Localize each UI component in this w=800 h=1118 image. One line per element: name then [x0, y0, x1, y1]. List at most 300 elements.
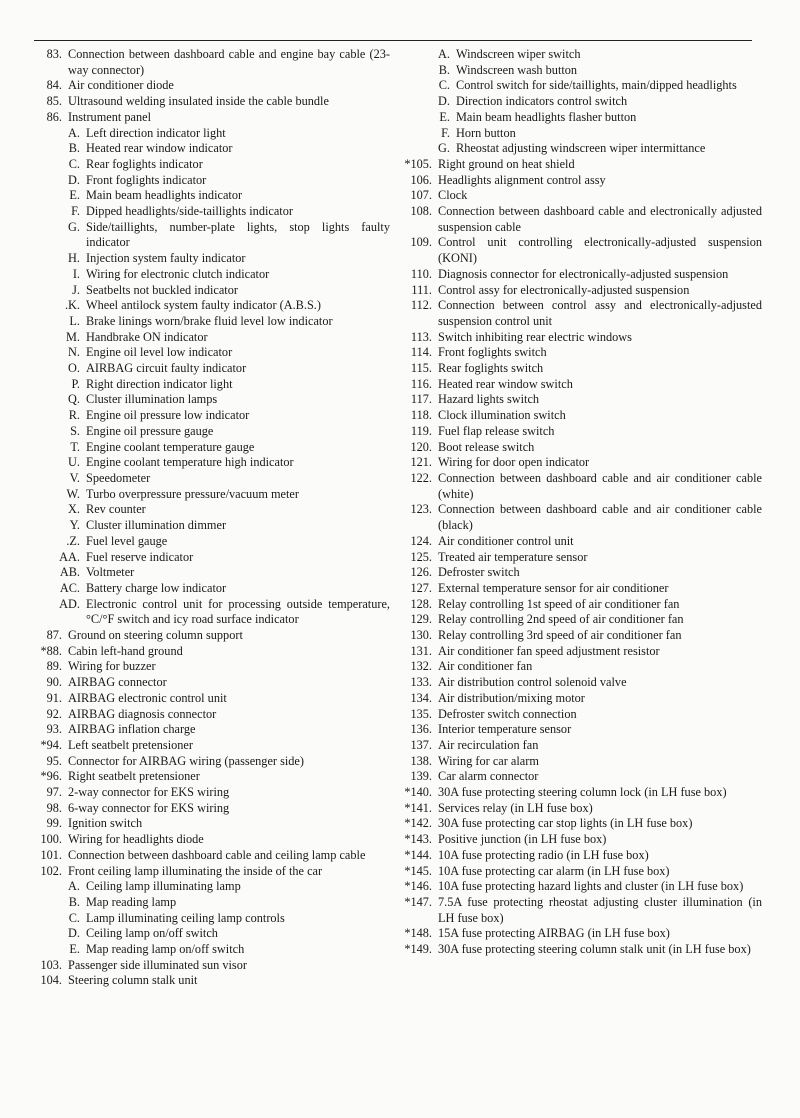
- legend-item: [392, 816, 762, 832]
- legend-subitem: [20, 204, 390, 220]
- legend-item: [392, 785, 762, 801]
- legend-item: [20, 78, 390, 94]
- item-number: 107.: [410, 188, 432, 203]
- legend-subitem: [20, 220, 390, 251]
- item-number: 133.: [410, 675, 432, 690]
- item-number: 100.: [40, 832, 62, 847]
- item-text: Relay controlling 3rd speed of air conditioner fan: [438, 628, 682, 643]
- item-text: Ceiling lamp illuminating lamp: [86, 879, 241, 894]
- item-text: Right ground on heat shield: [438, 156, 575, 171]
- item-number: M.: [65, 329, 80, 344]
- item-text: Boot release switch: [438, 439, 535, 454]
- legend-item: [392, 722, 762, 738]
- item-number: *144.: [404, 847, 432, 862]
- item-number: .Z.: [66, 533, 80, 548]
- item-text: Diagnosis connector for electronically-adjusted suspension: [438, 266, 729, 281]
- item-number: D.: [438, 94, 450, 109]
- item-text: Rear foglights indicator: [86, 156, 203, 171]
- legend-item: [392, 392, 762, 408]
- legend-item: [392, 565, 762, 581]
- legend-item: [392, 471, 762, 502]
- item-number: C.: [68, 156, 80, 171]
- item-number: 104.: [40, 973, 62, 988]
- item-number: S.: [70, 423, 80, 438]
- item-text: Connection between dashboard cable and electronically adjusted suspension cable: [438, 204, 762, 234]
- legend-item: [392, 377, 762, 393]
- item-number: AD.: [59, 596, 80, 611]
- item-number: 113.: [410, 329, 432, 344]
- item-text: 10A fuse protecting car alarm (in LH fuse box): [438, 863, 670, 878]
- item-number: R.: [68, 408, 80, 423]
- item-text: AIRBAG diagnosis connector: [68, 706, 217, 721]
- legend-item: [392, 738, 762, 754]
- item-text: 10A fuse protecting hazard lights and cluster (in LH fuse box): [438, 879, 744, 894]
- legend-item: [392, 864, 762, 880]
- item-number: *105.: [404, 156, 432, 171]
- legend-subitem: [20, 141, 390, 157]
- legend-item: [392, 408, 762, 424]
- legend-subitem: [20, 911, 390, 927]
- item-number: 87.: [46, 628, 62, 643]
- item-text: Switch inhibiting rear electric windows: [438, 329, 632, 344]
- item-text: Passenger side illuminated sun visor: [68, 957, 247, 972]
- legend-item: [20, 47, 390, 78]
- item-number: 114.: [410, 345, 432, 360]
- legend-subitem: [20, 518, 390, 534]
- item-text: Fuel flap release switch: [438, 423, 555, 438]
- legend-item: [20, 958, 390, 974]
- item-number: 86.: [46, 109, 62, 124]
- item-number: 117.: [410, 392, 432, 407]
- left-column: [20, 47, 390, 989]
- item-number: E.: [439, 109, 450, 124]
- legend-subitem: [20, 408, 390, 424]
- legend-subitem: [392, 47, 762, 63]
- item-text: Brake linings worn/brake fluid level low indicator: [86, 313, 333, 328]
- item-text: 10A fuse protecting radio (in LH fuse box): [438, 847, 649, 862]
- item-number: *143.: [404, 832, 432, 847]
- item-text: Main beam headlights indicator: [86, 188, 243, 203]
- legend-subitem: [20, 565, 390, 581]
- item-number: X.: [68, 502, 80, 517]
- item-text: 2-way connector for EKS wiring: [68, 785, 230, 800]
- item-text: Defroster switch connection: [438, 706, 577, 721]
- item-number: 97.: [46, 785, 62, 800]
- item-number: 91.: [46, 690, 62, 705]
- top-rule: [34, 40, 752, 41]
- item-number: 126.: [410, 565, 432, 580]
- legend-item: [20, 785, 390, 801]
- item-number: D.: [68, 926, 80, 941]
- legend-subitem: [20, 345, 390, 361]
- item-number: AB.: [59, 565, 80, 580]
- item-number: 85.: [46, 94, 62, 109]
- legend-item: [20, 644, 390, 660]
- item-text: Injection system faulty indicator: [86, 251, 246, 266]
- item-number: 138.: [410, 753, 432, 768]
- item-number: 120.: [410, 439, 432, 454]
- legend-item: [392, 361, 762, 377]
- item-text: Air conditioner fan: [438, 659, 533, 674]
- item-number: V.: [69, 470, 80, 485]
- item-number: 128.: [410, 596, 432, 611]
- item-number: *96.: [40, 769, 62, 784]
- item-text: Defroster switch: [438, 565, 520, 580]
- item-text: Air distribution control solenoid valve: [438, 675, 627, 690]
- item-text: Rear foglights switch: [438, 361, 544, 376]
- legend-item: [392, 283, 762, 299]
- item-number: N.: [68, 345, 80, 360]
- legend-item: [392, 330, 762, 346]
- legend-item: [20, 816, 390, 832]
- item-number: O.: [68, 361, 80, 376]
- legend-item: [392, 675, 762, 691]
- legend-subitem: [20, 550, 390, 566]
- item-text: Engine oil pressure gauge: [86, 423, 214, 438]
- item-text: Ground on steering column support: [68, 628, 243, 643]
- legend-subitem: [392, 94, 762, 110]
- item-number: 119.: [410, 423, 432, 438]
- legend-item: [20, 973, 390, 989]
- item-text: Speedometer: [86, 470, 151, 485]
- legend-subitem: [20, 267, 390, 283]
- legend-item: [20, 864, 390, 880]
- legend-item: [392, 534, 762, 550]
- item-number: W.: [66, 486, 80, 501]
- item-text: Interior temperature sensor: [438, 722, 572, 737]
- item-text: Steering column stalk unit: [68, 973, 198, 988]
- item-number: 110.: [410, 266, 432, 281]
- item-text: Rheostat adjusting windscreen wiper intermittance: [456, 141, 706, 156]
- item-text: Direction indicators control switch: [456, 94, 628, 109]
- legend-subitem: [20, 173, 390, 189]
- item-number: 127.: [410, 580, 432, 595]
- legend-subitem: [20, 298, 390, 314]
- legend-item: [392, 345, 762, 361]
- item-text: Dipped headlights/side-taillights indicator: [86, 204, 293, 219]
- legend-subitem: [20, 188, 390, 204]
- legend-item: [392, 659, 762, 675]
- item-number: F.: [71, 204, 80, 219]
- item-text: 30A fuse protecting steering column lock (in LH fuse box): [438, 785, 727, 800]
- legend-item: [392, 801, 762, 817]
- item-number: E.: [69, 942, 80, 957]
- item-number: D.: [68, 172, 80, 187]
- item-text: Wiring for door open indicator: [438, 455, 590, 470]
- legend-subitem: [20, 440, 390, 456]
- item-text: Relay controlling 2nd speed of air conditioner fan: [438, 612, 684, 627]
- item-text: Air distribution/mixing motor: [438, 690, 585, 705]
- item-text: External temperature sensor for air conditioner: [438, 580, 669, 595]
- item-number: 137.: [410, 737, 432, 752]
- item-text: Connector for AIRBAG wiring (passenger side): [68, 753, 304, 768]
- item-number: 83.: [46, 47, 62, 61]
- item-text: Control assy for electronically-adjusted suspension: [438, 282, 690, 297]
- item-number: 106.: [410, 172, 432, 187]
- item-number: *88.: [40, 643, 62, 658]
- item-text: Engine coolant temperature gauge: [86, 439, 255, 454]
- legend-item: [392, 848, 762, 864]
- legend-item: [392, 597, 762, 613]
- item-text: Lamp illuminating ceiling lamp controls: [86, 910, 285, 925]
- legend-item: [20, 769, 390, 785]
- legend-subitem: [20, 157, 390, 173]
- item-text: 6-way connector for EKS wiring: [68, 800, 230, 815]
- legend-item: [20, 675, 390, 691]
- legend-subitem: [20, 581, 390, 597]
- item-number: C.: [438, 78, 450, 93]
- item-text: 7.5A fuse protecting rheostat adjusting cluster illumination (in LH fuse box): [438, 894, 762, 925]
- item-text: Ultrasound welding insulated inside the cable bundle: [68, 94, 329, 109]
- item-text: Wiring for headlights diode: [68, 832, 204, 847]
- legend-subitem: [392, 141, 762, 157]
- item-number: AA.: [59, 549, 80, 564]
- item-number: H.: [68, 251, 80, 266]
- item-number: B.: [438, 62, 450, 77]
- item-text: 30A fuse protecting steering column stalk unit (in LH fuse box): [438, 942, 751, 957]
- legend-subitem: [20, 330, 390, 346]
- item-text: Clock illumination switch: [438, 408, 566, 423]
- item-text: Windscreen wiper switch: [456, 47, 581, 61]
- item-text: Engine oil pressure low indicator: [86, 408, 250, 423]
- item-number: 103.: [40, 957, 62, 972]
- item-text: Instrument panel: [68, 109, 151, 124]
- legend-item: [392, 440, 762, 456]
- legend-subitem: [20, 392, 390, 408]
- legend-item: [392, 235, 762, 266]
- item-text: Cluster illumination dimmer: [86, 518, 227, 533]
- item-number: B.: [68, 141, 80, 156]
- legend-item: [20, 691, 390, 707]
- legend-item: [392, 754, 762, 770]
- item-text: Connection between dashboard cable and ceiling lamp cable: [68, 847, 366, 862]
- legend-item: [392, 942, 762, 958]
- item-text: Cabin left-hand ground: [68, 643, 183, 658]
- legend-subitem: [20, 471, 390, 487]
- item-number: 136.: [410, 722, 432, 737]
- item-text: Seatbelts not buckled indicator: [86, 282, 238, 297]
- item-text: Services relay (in LH fuse box): [438, 800, 593, 815]
- item-text: Relay controlling 1st speed of air conditioner fan: [438, 596, 680, 611]
- item-number: *148.: [404, 926, 432, 941]
- legend-item: [392, 769, 762, 785]
- legend-item: [392, 188, 762, 204]
- item-text: Positive junction (in LH fuse box): [438, 832, 607, 847]
- legend-subitem: [20, 377, 390, 393]
- legend-item: [392, 502, 762, 533]
- legend-item: [392, 455, 762, 471]
- legend-item: [392, 267, 762, 283]
- item-number: 134.: [410, 690, 432, 705]
- item-text: Engine oil level low indicator: [86, 345, 233, 360]
- item-text: Front foglights switch: [438, 345, 547, 360]
- item-number: 99.: [46, 816, 62, 831]
- item-number: 121.: [410, 455, 432, 470]
- item-number: 132.: [410, 659, 432, 674]
- item-number: *145.: [404, 863, 432, 878]
- item-text: Left seatbelt pretensioner: [68, 737, 193, 752]
- legend-item: [392, 173, 762, 189]
- item-text: Car alarm connector: [438, 769, 539, 784]
- legend-subitem: [20, 597, 390, 628]
- legend-subitem: [20, 361, 390, 377]
- item-text: Fuel reserve indicator: [86, 549, 194, 564]
- item-text: AIRBAG connector: [68, 675, 167, 690]
- item-number: 129.: [410, 612, 432, 627]
- item-number: *140.: [404, 785, 432, 800]
- legend-subitem: [20, 895, 390, 911]
- item-number: .K.: [64, 298, 80, 313]
- legend-subitem: [20, 424, 390, 440]
- legend-subitem: [20, 455, 390, 471]
- item-number: A.: [68, 125, 80, 140]
- item-text: Hazard lights switch: [438, 392, 540, 407]
- item-text: Front ceiling lamp illuminating the inside of the car: [68, 863, 323, 878]
- item-text: Heated rear window indicator: [86, 141, 233, 156]
- item-number: U.: [68, 455, 80, 470]
- item-number: *146.: [404, 879, 432, 894]
- item-number: 109.: [410, 235, 432, 250]
- legend-item: [392, 832, 762, 848]
- item-number: G.: [438, 141, 450, 156]
- item-text: Cluster illumination lamps: [86, 392, 218, 407]
- item-number: Q.: [68, 392, 80, 407]
- item-number: P.: [71, 376, 80, 391]
- item-number: 130.: [410, 628, 432, 643]
- item-number: A.: [438, 47, 450, 61]
- legend-item: [392, 707, 762, 723]
- legend-item: [392, 298, 762, 329]
- item-text: Windscreen wash button: [456, 62, 578, 77]
- legend-subitem: [20, 942, 390, 958]
- item-text: Wiring for car alarm: [438, 753, 539, 768]
- item-text: 15A fuse protecting AIRBAG (in LH fuse box): [438, 926, 670, 941]
- item-number: 125.: [410, 549, 432, 564]
- item-text: Headlights alignment control assy: [438, 172, 606, 187]
- item-number: 98.: [46, 800, 62, 815]
- legend-item: [392, 895, 762, 926]
- legend-item: [392, 879, 762, 895]
- item-number: 95.: [46, 753, 62, 768]
- legend-subitem: [20, 314, 390, 330]
- legend-item: [20, 722, 390, 738]
- item-text: Air recirculation fan: [438, 737, 539, 752]
- legend-subitem: [20, 534, 390, 550]
- item-text: Ignition switch: [68, 816, 143, 831]
- item-number: 131.: [410, 643, 432, 658]
- item-text: Heated rear window switch: [438, 376, 573, 391]
- item-text: Engine coolant temperature high indicator: [86, 455, 294, 470]
- item-number: 118.: [410, 408, 432, 423]
- item-text: Horn button: [456, 125, 516, 140]
- item-number: *94.: [40, 737, 62, 752]
- item-text: Main beam headlights flasher button: [456, 109, 637, 124]
- item-text: Connection between control assy and electronically-adjusted suspension control unit: [438, 298, 762, 328]
- item-number: 116.: [410, 376, 432, 391]
- item-text: Air conditioner diode: [68, 78, 174, 93]
- legend-item: [392, 157, 762, 173]
- legend-item: [392, 204, 762, 235]
- item-number: *141.: [404, 800, 432, 815]
- legend-item: [392, 926, 762, 942]
- item-number: 84.: [46, 78, 62, 93]
- legend-subitem: [392, 126, 762, 142]
- item-number: B.: [68, 894, 80, 909]
- item-text: Fuel level gauge: [86, 533, 168, 548]
- item-number: *149.: [404, 942, 432, 957]
- item-text: Map reading lamp on/off switch: [86, 942, 245, 957]
- legend-item: [392, 644, 762, 660]
- legend-item: [392, 550, 762, 566]
- item-text: Control unit controlling electronically-adjusted suspension (KONI): [438, 235, 762, 266]
- item-number: C.: [68, 910, 80, 925]
- item-number: 101.: [40, 847, 62, 862]
- item-number: 139.: [410, 769, 432, 784]
- item-number: *142.: [404, 816, 432, 831]
- item-text: Handbrake ON indicator: [86, 329, 208, 344]
- legend-subitem: [392, 63, 762, 79]
- item-text: Side/taillights, number-plate lights, stop lights faulty indicator: [86, 219, 390, 250]
- legend-item: [20, 832, 390, 848]
- legend-item: [20, 628, 390, 644]
- legend-item: [20, 707, 390, 723]
- legend-item: [20, 848, 390, 864]
- item-text: Voltmeter: [86, 565, 135, 580]
- legend-subitem: [20, 879, 390, 895]
- legend-item: [20, 754, 390, 770]
- legend-item: [392, 612, 762, 628]
- item-number: 108.: [410, 204, 432, 219]
- item-number: *147.: [404, 894, 432, 909]
- item-number: Y.: [69, 518, 80, 533]
- right-column: [392, 47, 762, 958]
- item-text: AIRBAG inflation charge: [68, 722, 196, 737]
- item-number: 112.: [410, 298, 432, 313]
- item-number: 111.: [411, 282, 432, 297]
- item-text: Wiring for buzzer: [68, 659, 156, 674]
- item-text: 30A fuse protecting car stop lights (in LH fuse box): [438, 816, 693, 831]
- item-number: 90.: [46, 675, 62, 690]
- item-text: Clock: [438, 188, 468, 203]
- item-number: G.: [68, 219, 80, 234]
- item-text: Right direction indicator light: [86, 376, 233, 391]
- legend-subitem: [20, 502, 390, 518]
- item-number: 93.: [46, 722, 62, 737]
- item-text: Map reading lamp: [86, 894, 177, 909]
- item-number: L.: [69, 313, 80, 328]
- item-text: Wiring for electronic clutch indicator: [86, 266, 270, 281]
- item-text: Connection between dashboard cable and air conditioner cable (white): [438, 470, 762, 501]
- legend-subitem: [20, 926, 390, 942]
- item-number: J.: [72, 282, 80, 297]
- item-text: Air conditioner fan speed adjustment resistor: [438, 643, 660, 658]
- item-number: 124.: [410, 533, 432, 548]
- item-text: Wheel antilock system faulty indicator (A.B.S.): [86, 298, 321, 313]
- legend-item: [20, 94, 390, 110]
- legend-item: [20, 801, 390, 817]
- item-number: 115.: [410, 361, 432, 376]
- legend-subitem: [392, 78, 762, 94]
- item-text: Control switch for side/taillights, main/dipped headlights: [456, 78, 737, 93]
- item-text: AIRBAG circuit faulty indicator: [86, 361, 247, 376]
- legend-item: [392, 424, 762, 440]
- item-text: AIRBAG electronic control unit: [68, 690, 227, 705]
- item-number: 89.: [46, 659, 62, 674]
- item-number: AC.: [59, 580, 80, 595]
- item-text: Connection between dashboard cable and air conditioner cable (black): [438, 502, 762, 533]
- legend-subitem: [20, 283, 390, 299]
- item-text: Left direction indicator light: [86, 125, 226, 140]
